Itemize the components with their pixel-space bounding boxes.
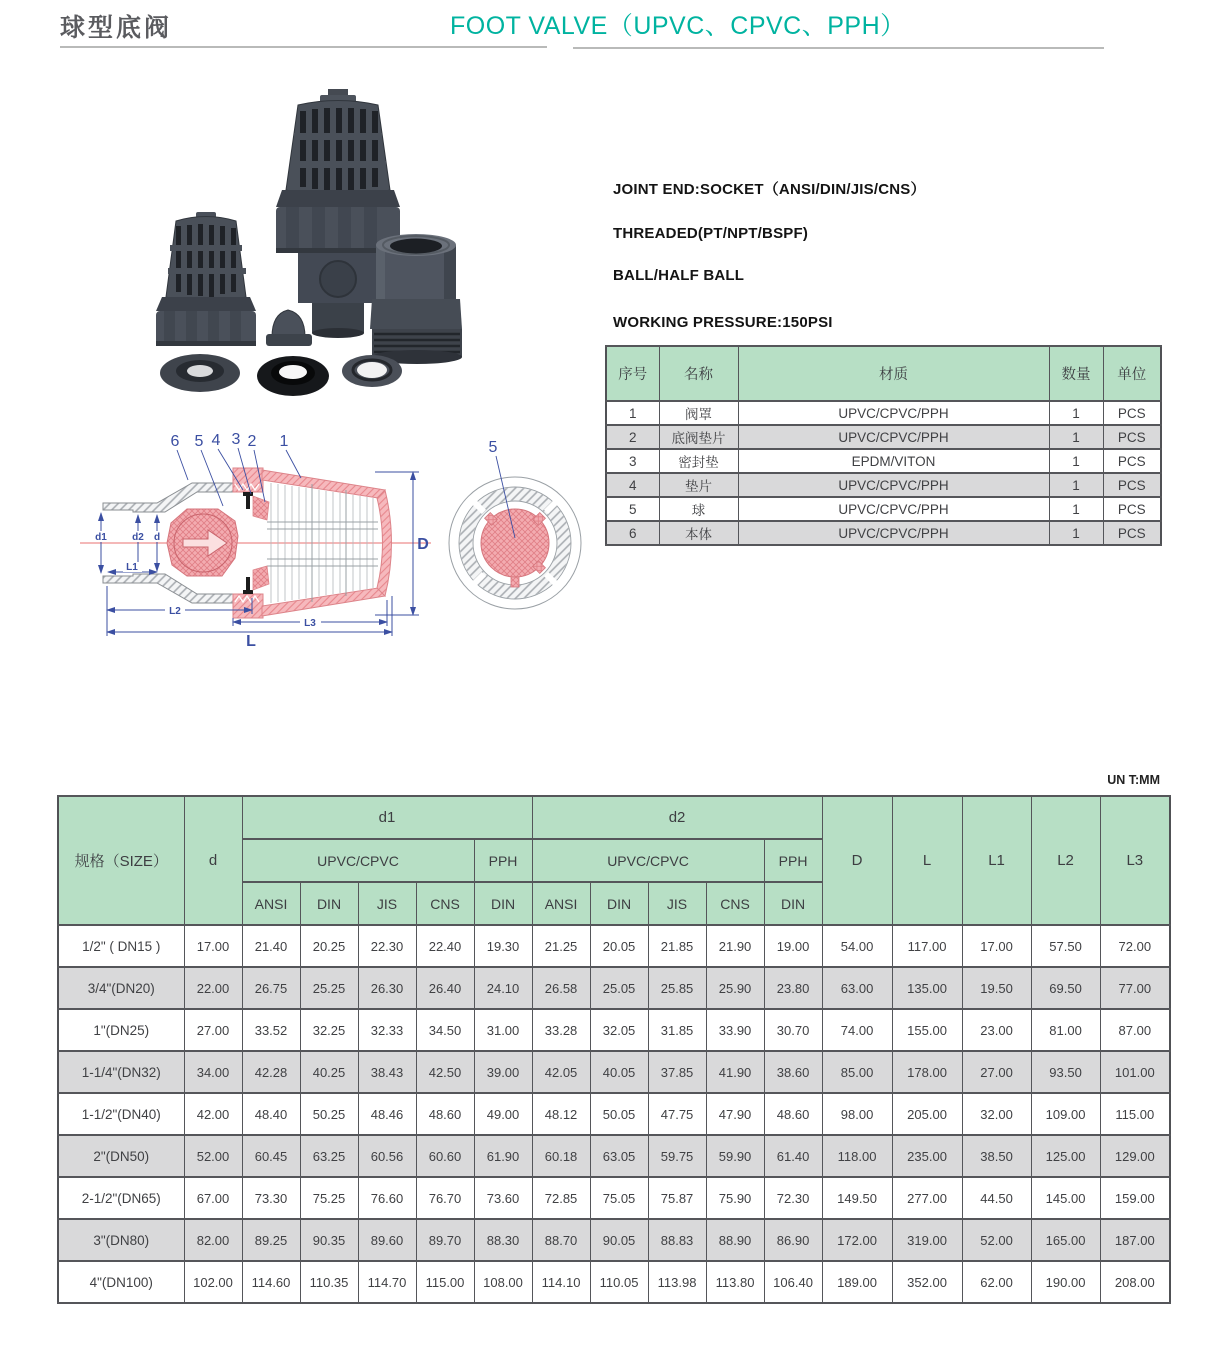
table-cell: 57.50 (1031, 925, 1100, 967)
dim-header-upvc-cpvc-1: UPVC/CPVC (242, 839, 474, 882)
table-cell: 135.00 (892, 967, 962, 1009)
callout-1: 1 (279, 433, 289, 450)
table-cell: 76.60 (358, 1177, 416, 1219)
table-cell: 75.90 (706, 1177, 764, 1219)
table-cell: 20.05 (590, 925, 648, 967)
table-cell: 88.90 (706, 1219, 764, 1261)
table-cell: 73.30 (242, 1177, 300, 1219)
table-cell: 38.43 (358, 1051, 416, 1093)
table-cell: UPVC/CPVC/PPH (738, 497, 1049, 521)
table-cell: 26.75 (242, 967, 300, 1009)
table-cell: 115.00 (416, 1261, 474, 1303)
table-cell: 85.00 (822, 1051, 892, 1093)
table-cell: PCS (1103, 425, 1161, 449)
dim-label-L3: L3 (304, 618, 316, 629)
table-cell: 52.00 (184, 1135, 242, 1177)
table-cell: 1 (1049, 449, 1103, 473)
table-cell: 60.60 (416, 1135, 474, 1177)
table-cell: 189.00 (822, 1261, 892, 1303)
dim-header-row-1 (58, 796, 1170, 839)
table-cell: 75.05 (590, 1177, 648, 1219)
table-cell: 17.00 (184, 925, 242, 967)
table-cell: 87.00 (1100, 1009, 1170, 1051)
table-cell: 63.25 (300, 1135, 358, 1177)
dim-header-size: 规格（SIZE） (58, 796, 184, 925)
table-cell: 73.60 (474, 1177, 532, 1219)
table-cell: 1-1/4"(DN32) (58, 1051, 184, 1093)
table-cell: 114.60 (242, 1261, 300, 1303)
table-cell: 129.00 (1100, 1135, 1170, 1177)
table-cell: 19.00 (764, 925, 822, 967)
table-cell: 本体 (659, 521, 738, 545)
technical-drawing (75, 418, 605, 668)
dim-header-L: L (892, 796, 962, 925)
page-title-english: FOOT VALVE（UPVC、CPVC、PPH） (450, 12, 906, 40)
table-cell: 24.10 (474, 967, 532, 1009)
table-cell: 155.00 (892, 1009, 962, 1051)
spec-ball: BALL/HALF BALL (613, 267, 745, 284)
table-cell: 31.85 (648, 1009, 706, 1051)
callout-6: 6 (170, 433, 180, 450)
table-cell: 32.05 (590, 1009, 648, 1051)
table-cell: 33.90 (706, 1009, 764, 1051)
product-photo (60, 85, 530, 420)
table-cell: 72.85 (532, 1177, 590, 1219)
table-cell: 48.40 (242, 1093, 300, 1135)
table-cell: 1/2" ( DN15 ) (58, 925, 184, 967)
table-cell: 86.90 (764, 1219, 822, 1261)
table-cell: 90.05 (590, 1219, 648, 1261)
dim-header-d: d (184, 796, 242, 925)
table-cell: 38.50 (962, 1135, 1031, 1177)
table-cell: 74.00 (822, 1009, 892, 1051)
dim-label-d1: d1 (95, 532, 107, 543)
cross-section-view (80, 431, 431, 650)
table-row (58, 1135, 1170, 1177)
table-cell: 172.00 (822, 1219, 892, 1261)
table-cell: 42.00 (184, 1093, 242, 1135)
dim-header-std-jis-1: JIS (358, 882, 416, 925)
dim-header-D: D (822, 796, 892, 925)
dim-label-D: D (417, 536, 429, 553)
table-cell: 89.70 (416, 1219, 474, 1261)
table-cell: 22.30 (358, 925, 416, 967)
parts-header-name: 名称 (659, 346, 738, 401)
valve-cage-section (262, 470, 385, 498)
table-cell: UPVC/CPVC/PPH (738, 521, 1049, 545)
table-cell: 208.00 (1100, 1261, 1170, 1303)
table-cell: 32.00 (962, 1093, 1031, 1135)
table-cell: 39.00 (474, 1051, 532, 1093)
table-cell: 41.90 (706, 1051, 764, 1093)
table-cell: 101.00 (1100, 1051, 1170, 1093)
table-cell: 165.00 (1031, 1219, 1100, 1261)
table-cell: 48.46 (358, 1093, 416, 1135)
table-cell: UPVC/CPVC/PPH (738, 401, 1049, 425)
table-row (58, 925, 1170, 967)
table-cell: 21.85 (648, 925, 706, 967)
table-cell: 2"(DN50) (58, 1135, 184, 1177)
table-row (606, 473, 1161, 497)
table-cell: 63.00 (822, 967, 892, 1009)
table-cell: 40.25 (300, 1051, 358, 1093)
table-row (58, 1219, 1170, 1261)
table-cell: 277.00 (892, 1177, 962, 1219)
header-divider-right (573, 47, 1104, 49)
table-cell: 37.85 (648, 1051, 706, 1093)
table-cell: 60.56 (358, 1135, 416, 1177)
table-row (58, 1177, 1170, 1219)
table-cell: 1-1/2"(DN40) (58, 1093, 184, 1135)
rubber-gasket (257, 356, 329, 396)
table-cell: 62.00 (962, 1261, 1031, 1303)
table-cell: 54.00 (822, 925, 892, 967)
table-cell: 21.40 (242, 925, 300, 967)
table-cell: 23.80 (764, 967, 822, 1009)
table-cell: 27.00 (962, 1051, 1031, 1093)
table-cell: PCS (1103, 497, 1161, 521)
table-row (58, 1051, 1170, 1093)
table-cell: 21.90 (706, 925, 764, 967)
dim-header-L3: L3 (1100, 796, 1170, 925)
end-view (430, 439, 600, 628)
table-cell: 30.70 (764, 1009, 822, 1051)
callout-2: 2 (247, 433, 257, 450)
parts-header-unit: 单位 (1103, 346, 1161, 401)
table-cell: 2 (606, 425, 659, 449)
table-cell: 26.30 (358, 967, 416, 1009)
page-title-chinese: 球型底阀 (60, 14, 173, 42)
dim-header-std-din-pph-1: DIN (474, 882, 532, 925)
dim-header-std-cns-1: CNS (416, 882, 474, 925)
table-cell: 密封垫 (659, 449, 738, 473)
table-cell: 102.00 (184, 1261, 242, 1303)
table-cell: 1 (1049, 425, 1103, 449)
table-cell: 75.25 (300, 1177, 358, 1219)
table-cell: 6 (606, 521, 659, 545)
table-cell: 19.50 (962, 967, 1031, 1009)
table-cell: 61.40 (764, 1135, 822, 1177)
table-cell: 23.00 (962, 1009, 1031, 1051)
table-cell: 47.75 (648, 1093, 706, 1135)
table-cell: 89.60 (358, 1219, 416, 1261)
table-cell: 42.28 (242, 1051, 300, 1093)
table-cell: 98.00 (822, 1093, 892, 1135)
callout-4: 4 (211, 432, 221, 449)
table-cell: 25.05 (590, 967, 648, 1009)
table-cell: 235.00 (892, 1135, 962, 1177)
table-cell: 26.40 (416, 967, 474, 1009)
table-cell: 159.00 (1100, 1177, 1170, 1219)
table-cell: 93.50 (1031, 1051, 1100, 1093)
spec-joint-end: JOINT END:SOCKET（ANSI/DIN/JIS/CNS） (613, 181, 926, 198)
parts-header-row (606, 346, 1161, 401)
table-cell: 77.00 (1100, 967, 1170, 1009)
table-cell: 25.85 (648, 967, 706, 1009)
table-cell: 145.00 (1031, 1177, 1100, 1219)
unit-note: UN T:MM (1107, 773, 1160, 787)
table-cell: 59.90 (706, 1135, 764, 1177)
table-cell: 阀罩 (659, 401, 738, 425)
table-cell: 40.05 (590, 1051, 648, 1093)
callout-5-end-view: 5 (488, 439, 498, 456)
table-cell: 205.00 (892, 1093, 962, 1135)
table-cell: UPVC/CPVC/PPH (738, 425, 1049, 449)
flange-gasket (160, 354, 240, 392)
table-cell: 114.10 (532, 1261, 590, 1303)
spec-working-pressure: WORKING PRESSURE:150PSI (613, 314, 833, 331)
table-cell: 34.50 (416, 1009, 474, 1051)
table-cell: 190.00 (1031, 1261, 1100, 1303)
table-cell: 3/4"(DN20) (58, 967, 184, 1009)
table-cell: 178.00 (892, 1051, 962, 1093)
table-cell: 1 (1049, 497, 1103, 521)
table-cell: 25.90 (706, 967, 764, 1009)
table-cell: 34.00 (184, 1051, 242, 1093)
dim-header-pph-2: PPH (764, 839, 822, 882)
table-cell: 3"(DN80) (58, 1219, 184, 1261)
dim-label-L2: L2 (169, 606, 181, 617)
table-cell: PCS (1103, 449, 1161, 473)
table-cell: 88.83 (648, 1219, 706, 1261)
table-cell: PCS (1103, 521, 1161, 545)
table-cell: 48.60 (416, 1093, 474, 1135)
table-cell: 61.90 (474, 1135, 532, 1177)
valve-cap (266, 310, 312, 346)
ball-section (167, 509, 238, 576)
table-cell: 球 (659, 497, 738, 521)
table-cell: 33.28 (532, 1009, 590, 1051)
valve-body-section (103, 483, 233, 512)
table-row (606, 449, 1161, 473)
table-cell: 69.50 (1031, 967, 1100, 1009)
table-cell: 1"(DN25) (58, 1009, 184, 1051)
table-cell: 63.05 (590, 1135, 648, 1177)
table-cell: 187.00 (1100, 1219, 1170, 1261)
table-cell: 1 (1049, 401, 1103, 425)
table-cell: 19.30 (474, 925, 532, 967)
table-cell: 67.00 (184, 1177, 242, 1219)
table-cell: 60.45 (242, 1135, 300, 1177)
table-cell: 3 (606, 449, 659, 473)
table-cell: 76.70 (416, 1177, 474, 1219)
table-cell: 49.00 (474, 1093, 532, 1135)
table-cell: 50.25 (300, 1093, 358, 1135)
callout-numbers (171, 431, 289, 450)
table-cell: 38.60 (764, 1051, 822, 1093)
parts-table (605, 345, 1162, 546)
table-row (58, 1261, 1170, 1303)
parts-header-qty: 数量 (1049, 346, 1103, 401)
dim-header-std-din-pph-2: DIN (764, 882, 822, 925)
table-cell: 319.00 (892, 1219, 962, 1261)
table-cell: 149.50 (822, 1177, 892, 1219)
table-cell: 20.25 (300, 925, 358, 967)
table-cell: 115.00 (1100, 1093, 1170, 1135)
dim-header-std-cns-2: CNS (706, 882, 764, 925)
table-cell: 117.00 (892, 925, 962, 967)
table-row (606, 521, 1161, 545)
table-cell: 48.12 (532, 1093, 590, 1135)
table-cell: 17.00 (962, 925, 1031, 967)
table-cell: 21.25 (532, 925, 590, 967)
table-cell: 32.33 (358, 1009, 416, 1051)
dim-label-L: L (246, 633, 256, 650)
table-cell: 113.80 (706, 1261, 764, 1303)
dim-header-std-ansi-2: ANSI (532, 882, 590, 925)
table-cell: 42.50 (416, 1051, 474, 1093)
table-cell: 72.30 (764, 1177, 822, 1219)
dim-header-std-jis-2: JIS (648, 882, 706, 925)
table-cell: PCS (1103, 401, 1161, 425)
table-cell: 1 (606, 401, 659, 425)
table-row (58, 967, 1170, 1009)
dim-label-d2: d2 (132, 532, 144, 543)
table-cell: 60.18 (532, 1135, 590, 1177)
table-row (58, 1093, 1170, 1135)
table-cell: 25.25 (300, 967, 358, 1009)
table-cell: 59.75 (648, 1135, 706, 1177)
table-cell: 118.00 (822, 1135, 892, 1177)
table-cell: 75.87 (648, 1177, 706, 1219)
table-cell: 2-1/2"(DN65) (58, 1177, 184, 1219)
table-row (606, 497, 1161, 521)
callout-5: 5 (194, 433, 204, 450)
parts-header-no: 序号 (606, 346, 659, 401)
callout-3: 3 (231, 431, 241, 448)
seal-ring (342, 355, 402, 387)
table-cell: 110.05 (590, 1261, 648, 1303)
table-cell: 47.90 (706, 1093, 764, 1135)
table-cell: 108.00 (474, 1261, 532, 1303)
table-cell: 352.00 (892, 1261, 962, 1303)
table-cell: 89.25 (242, 1219, 300, 1261)
table-cell: 31.00 (474, 1009, 532, 1051)
table-cell: UPVC/CPVC/PPH (738, 473, 1049, 497)
table-cell: 88.70 (532, 1219, 590, 1261)
header-divider-left (60, 46, 547, 48)
table-cell: PCS (1103, 473, 1161, 497)
dimension-table (57, 795, 1171, 1304)
table-cell: 81.00 (1031, 1009, 1100, 1051)
dim-header-L1: L1 (962, 796, 1031, 925)
table-row (606, 401, 1161, 425)
table-cell: 106.40 (764, 1261, 822, 1303)
table-cell: 26.58 (532, 967, 590, 1009)
dim-header-d1: d1 (242, 796, 532, 839)
table-cell: 110.35 (300, 1261, 358, 1303)
table-row (606, 425, 1161, 449)
table-cell: 44.50 (962, 1177, 1031, 1219)
table-cell: 72.00 (1100, 925, 1170, 967)
table-cell: 5 (606, 497, 659, 521)
table-cell: 4"(DN100) (58, 1261, 184, 1303)
table-cell: 垫片 (659, 473, 738, 497)
table-cell: 48.60 (764, 1093, 822, 1135)
table-cell: 22.40 (416, 925, 474, 967)
table-cell: 50.05 (590, 1093, 648, 1135)
parts-header-material: 材质 (738, 346, 1049, 401)
dim-header-std-ansi-1: ANSI (242, 882, 300, 925)
dim-header-L2: L2 (1031, 796, 1100, 925)
table-cell: 33.52 (242, 1009, 300, 1051)
table-cell: 52.00 (962, 1219, 1031, 1261)
table-cell: 88.30 (474, 1219, 532, 1261)
socket-adapter (370, 234, 462, 364)
table-cell: 42.05 (532, 1051, 590, 1093)
foot-valve-small (156, 212, 256, 346)
dim-header-upvc-cpvc-2: UPVC/CPVC (532, 839, 764, 882)
table-cell: 125.00 (1031, 1135, 1100, 1177)
table-cell: 4 (606, 473, 659, 497)
dim-header-d2: d2 (532, 796, 822, 839)
table-cell: 27.00 (184, 1009, 242, 1051)
table-cell: 底阀垫片 (659, 425, 738, 449)
table-cell: 114.70 (358, 1261, 416, 1303)
table-row (58, 1009, 1170, 1051)
table-cell: 32.25 (300, 1009, 358, 1051)
table-cell: 90.35 (300, 1219, 358, 1261)
dim-header-std-din-2: DIN (590, 882, 648, 925)
table-cell: 22.00 (184, 967, 242, 1009)
table-cell: 1 (1049, 521, 1103, 545)
table-cell: EPDM/VITON (738, 449, 1049, 473)
dim-label-d: d (153, 532, 161, 543)
spec-threaded: THREADED(PT/NPT/BSPF) (613, 225, 809, 242)
dim-header-std-din-1: DIN (300, 882, 358, 925)
dim-header-pph-1: PPH (474, 839, 532, 882)
table-cell: 82.00 (184, 1219, 242, 1261)
table-cell: 113.98 (648, 1261, 706, 1303)
dim-label-L1: L1 (126, 562, 138, 573)
table-cell: 109.00 (1031, 1093, 1100, 1135)
table-cell: 1 (1049, 473, 1103, 497)
